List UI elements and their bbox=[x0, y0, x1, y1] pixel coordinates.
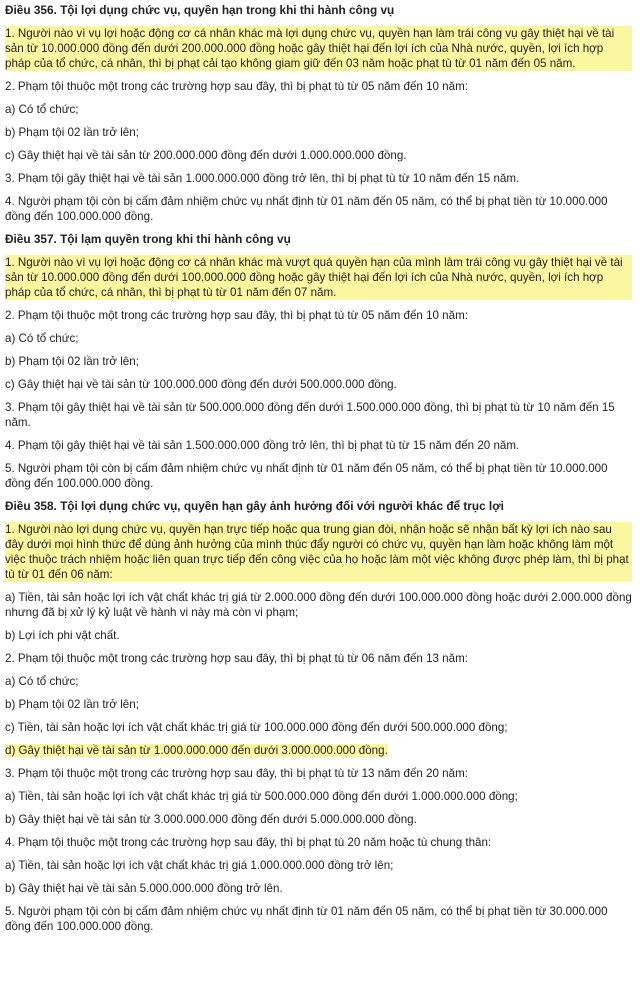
article-paragraph: a) Có tổ chức; bbox=[5, 332, 79, 345]
article-heading: Điều 356. Tội lợi dụng chức vụ, quyền hạn trong khi thi hành công vụ bbox=[5, 3, 395, 17]
article-paragraph: a) Tiền, tài sản hoặc lợi ích vật chất khác trị giá từ 2.000.000 đồng đến dưới 100.000.000 đồng hoặc dưới 2.000.000 đồng nhưng đã bị xử lý kỷ luật về hành vi này mà còn vi phạm; bbox=[5, 591, 632, 619]
article-paragraph: 4. Người phạm tội còn bị cấm đảm nhiệm chức vụ nhất định từ 01 năm đến 05 năm, có thể bị phạt tiền từ 10.000.000 đồng đến 100.000.000 đồng. bbox=[5, 195, 608, 223]
article-paragraph: 5. Người phạm tội còn bị cấm đảm nhiệm chức vụ nhất định từ 01 năm đến 05 năm, có thể bị phạt tiền từ 10.000.000 đồng đến 100.000.000 đồng. bbox=[5, 462, 608, 490]
highlighted-paragraph: 1. Người nào lợi dụng chức vụ, quyền hạn trực tiếp hoặc qua trung gian đòi, nhận hoặc sẽ nhận bất kỳ lợi ích nào sau đây dưới mọi hình thức để dùng ảnh hưởng của mình thúc đẩy người có chức vụ, quyền hạn làm hoặc không làm một việc thuộc trách nhiệm hoặc liên quan trực tiếp đến công việc của họ hoặc làm một việc không được phép làm, thì bị phạt tù từ 01 đến 06 năm: bbox=[5, 522, 632, 582]
article-paragraph: 2. Phạm tội thuộc một trong các trường hợp sau đây, thì bị phạt tù từ 06 năm đến 13 năm: bbox=[5, 652, 468, 665]
article-paragraph: 4. Phạm tội gây thiệt hại về tài sản 1.500.000.000 đồng trở lên, thì bị phạt tù từ 15 năm đến 20 năm. bbox=[5, 439, 520, 452]
article-paragraph: a) Tiền, tài sản hoặc lợi ích vật chất khác trị giá từ 500.000.000 đồng đến dưới 1.000.000.000 đồng; bbox=[5, 790, 518, 803]
article-paragraph: b) Gây thiệt hại về tài sản 5.000.000.000 đồng trở lên. bbox=[5, 882, 283, 895]
article-paragraph: 3. Phạm tội gây thiệt hại về tài sản từ 500.000.000 đồng đến dưới 1.500.000.000 đồng, thì bị phạt tù từ 10 năm đến 15 năm. bbox=[5, 401, 615, 429]
article-paragraph: 2. Phạm tội thuộc một trong các trường hợp sau đây, thì bị phạt tù từ 05 năm đến 10 năm: bbox=[5, 309, 468, 322]
article-paragraph: b) Phạm tội 02 lần trở lên; bbox=[5, 355, 139, 368]
article-paragraph: a) Có tổ chức; bbox=[5, 675, 79, 688]
article-paragraph bbox=[5, 743, 632, 758]
article-paragraph: 5. Người phạm tội còn bị cấm đảm nhiệm chức vụ nhất định từ 01 năm đến 05 năm, có thể bị phạt tiền từ 30.000.000 đồng đến 100.000.000 đồng. bbox=[5, 905, 608, 933]
article-paragraph: 3. Phạm tội thuộc một trong các trường hợp sau đây, thì bị phạt tù từ 13 năm đến 20 năm: bbox=[5, 767, 468, 780]
article-paragraph: a) Tiền, tài sản hoặc lợi ích vật chất khác trị giá 1.000.000.000 đồng trở lên; bbox=[5, 859, 394, 872]
highlighted-paragraph: 1. Người nào vì vụ lợi hoặc động cơ cá nhân khác mà lợi dụng chức vụ, quyền hạn làm trái công vụ gây thiệt hại về tài sản từ 10.000.000 đồng đến dưới 200.000.000 đồng hoặc gây thiệt hại đến lợi ích của Nhà nước, quyền, lợi ích hợp pháp của tổ chức, cá nhân, thì bị phạt cải tạo không giam giữ đến 03 năm hoặc phạt tù từ 01 năm đến 05 năm. bbox=[5, 26, 632, 71]
highlighted-text: d) Gây thiệt hại về tài sản từ 1.000.000.000 đến dưới 3.000.000.000 đồng. bbox=[5, 744, 388, 757]
article-paragraph: 2. Phạm tội thuộc một trong các trường hợp sau đây, thì bị phạt tù từ 05 năm đến 10 năm: bbox=[5, 80, 468, 93]
article-paragraph: a) Có tổ chức; bbox=[5, 103, 79, 116]
article-heading: Điều 358. Tội lợi dụng chức vụ, quyền hạn gây ảnh hưởng đối với người khác để trục lợi bbox=[5, 499, 504, 513]
article-heading: Điều 357. Tội lạm quyền trong khi thi hành công vụ bbox=[5, 232, 291, 246]
article-paragraph: b) Gây thiệt hại về tài sản từ 3.000.000.000 đồng đến dưới 5.000.000.000 đồng. bbox=[5, 813, 417, 826]
article-paragraph: c) Gây thiệt hại về tài sản từ 100.000.000 đồng đến dưới 500.000.000 đồng. bbox=[5, 378, 397, 391]
article-paragraph: b) Phạm tội 02 lần trở lên; bbox=[5, 126, 139, 139]
article-paragraph: c) Tiền, tài sản hoặc lợi ích vật chất khác trị giá từ 100.000.000 đồng đến dưới 500.000.000 đồng; bbox=[5, 721, 508, 734]
article-paragraph: 4. Phạm tội thuộc một trong các trường hợp sau đây, thì bị phạt tù 20 năm hoặc tù chung thân: bbox=[5, 836, 492, 849]
article-paragraph: b) Lợi ích phi vật chất. bbox=[5, 629, 120, 642]
article-paragraph: c) Gây thiệt hại về tài sản từ 200.000.000 đồng đến dưới 1.000.000.000 đồng. bbox=[5, 149, 407, 162]
highlighted-paragraph: 1. Người nào vì vụ lợi hoặc động cơ cá nhân khác mà vượt quá quyền hạn của mình làm trái công vụ gây thiệt hại về tài sản từ 10.000.000 đồng đến dưới 100.000.000 đồng hoặc gây thiệt hại đến lợi ích của Nhà nước, quyền, lợi ích hợp pháp của tổ chức, cá nhân, thì bị phạt tù từ 01 năm đến 07 năm. bbox=[5, 255, 632, 300]
article-paragraph: b) Phạm tội 02 lần trở lên; bbox=[5, 698, 139, 711]
article-paragraph: 3. Phạm tội gây thiệt hại về tài sản 1.000.000.000 đồng trở lên, thì bị phạt tù từ 10 năm đến 15 năm. bbox=[5, 172, 520, 185]
